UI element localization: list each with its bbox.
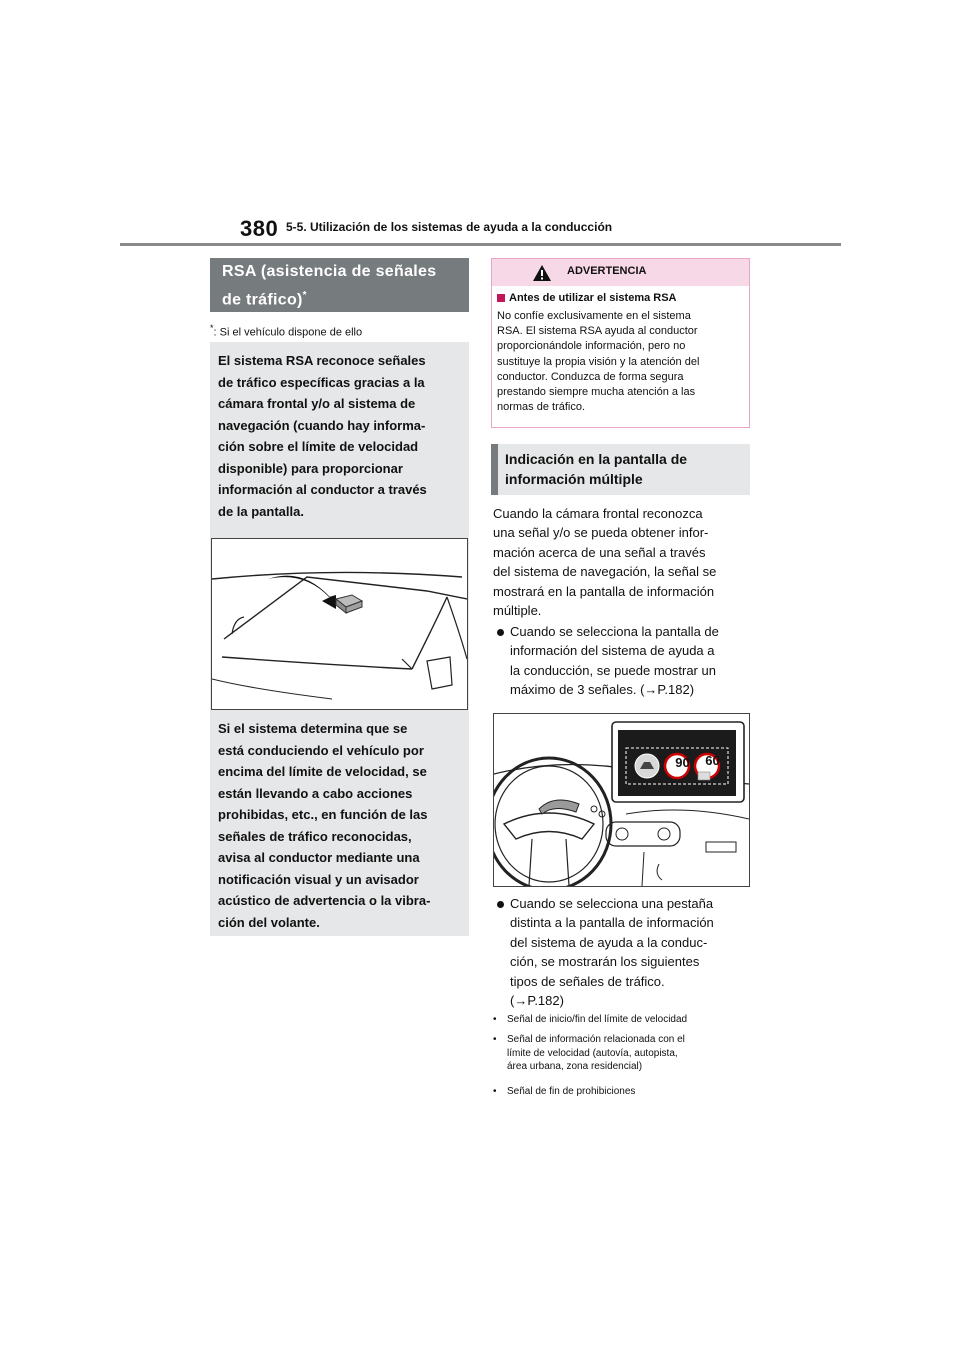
rsa-title-line2-text: de tráfico) bbox=[222, 291, 303, 309]
sign-type-line: Señal de inicio/fin del límite de velocidad bbox=[507, 1014, 688, 1025]
paragraph-line: Cuando la cámara frontal reconozca bbox=[493, 506, 703, 521]
bullet-line: tipos de señales de tráfico. bbox=[510, 973, 665, 989]
bullet-line: (→P.182) bbox=[510, 993, 564, 1009]
warning-triangle-icon bbox=[532, 264, 552, 282]
advertencia-line: proporcionándole información, pero no bbox=[497, 340, 686, 353]
warning-line: encima del límite de velocidad, se bbox=[218, 764, 427, 779]
paragraph-line: una señal y/o se pueda obtener infor- bbox=[493, 525, 709, 541]
rsa-title-asterisk: * bbox=[302, 290, 307, 301]
advertencia-line: normas de tráfico. bbox=[497, 401, 586, 414]
bullet-mark: • bbox=[493, 1014, 497, 1025]
rsa-title-line1: RSA (asistencia de señales bbox=[222, 263, 437, 280]
rsa-title-box bbox=[210, 258, 469, 312]
intro-line: navegación (cuando hay informa- bbox=[218, 417, 426, 433]
warning-line: Si el sistema determina que se bbox=[218, 721, 408, 736]
footnote bbox=[210, 323, 362, 339]
page-number: 380 bbox=[240, 216, 279, 241]
paragraph-line: múltiple. bbox=[493, 603, 542, 619]
bullet-item bbox=[510, 894, 752, 1010]
bullet-line: distinta a la pantalla de información bbox=[510, 915, 714, 931]
warning-line: avisa al conductor mediante una bbox=[218, 850, 420, 865]
warning-line: está conduciendo el vehículo por bbox=[218, 742, 424, 758]
header-rule bbox=[120, 243, 841, 246]
windshield-drawing bbox=[212, 539, 467, 709]
bullet-line: Cuando se selecciona la pantalla de bbox=[510, 624, 719, 639]
sign-type-line: área urbana, zona residencial) bbox=[507, 1061, 643, 1072]
sign-type-line: Señal de fin de prohibiciones bbox=[507, 1086, 636, 1097]
speed-limit-90: 90 bbox=[675, 755, 690, 770]
bullet-line: del sistema de ayuda a la conduc- bbox=[510, 934, 708, 950]
intro-line: información al conductor a través bbox=[218, 482, 427, 497]
footnote-text: : Si el vehículo dispone de ello bbox=[213, 326, 363, 339]
sign-type-line: Señal de información relacionada con el bbox=[507, 1034, 685, 1045]
advertencia-subheading: Antes de utilizar el sistema RSA bbox=[509, 292, 677, 304]
warning-line: están llevando a cabo acciones bbox=[218, 785, 413, 801]
advertencia-line: conductor. Conduzca de forma segura bbox=[497, 370, 684, 383]
bullet-line: máximo de 3 señales. (→P.182) bbox=[510, 682, 695, 698]
warning-line: ción del volante. bbox=[218, 914, 320, 930]
indication-heading-line: información múltiple bbox=[505, 471, 643, 487]
advertencia-line: No confíe exclusivamente en el sistema bbox=[497, 310, 691, 322]
bullet-line: Cuando se selecciona una pestaña bbox=[510, 896, 714, 911]
indication-heading-line: Indicación en la pantalla de bbox=[505, 451, 688, 467]
bullet-line: la conducción, se puede mostrar un bbox=[510, 662, 716, 678]
bullet-line: información del sistema de ayuda a bbox=[510, 643, 715, 659]
intro-line: cámara frontal y/o al sistema de bbox=[218, 396, 416, 411]
warning-line: notificación visual y un avisador bbox=[218, 871, 419, 887]
paragraph-line: del sistema de navegación, la señal se bbox=[493, 564, 717, 580]
bullet-mark: • bbox=[493, 1086, 497, 1097]
paragraph-line: mación acerca de una señal a través bbox=[493, 544, 706, 560]
sign-type-item bbox=[493, 1085, 750, 1099]
section-title: 5-5. Utilización de los sistemas de ayuda a la conducción bbox=[286, 220, 613, 234]
intro-line: de tráfico específicas gracias a la bbox=[218, 374, 425, 390]
bullet-icon bbox=[497, 901, 504, 908]
advertencia-line: RSA. El sistema RSA ayuda al conductor bbox=[497, 325, 698, 338]
intro-text bbox=[218, 350, 466, 522]
advertencia-label: ADVERTENCIA bbox=[567, 265, 647, 277]
intro-line: ción sobre el límite de velocidad bbox=[218, 439, 419, 454]
advertencia-line: sustituye la propia visión y la atención del bbox=[497, 355, 700, 368]
footnote-mark: * bbox=[210, 323, 214, 333]
speed-limit-60: 60 bbox=[705, 753, 720, 768]
intro-line: de la pantalla. bbox=[218, 503, 304, 519]
windshield-camera-illustration bbox=[211, 538, 468, 710]
advertencia-body bbox=[497, 309, 742, 415]
indication-heading-bar bbox=[491, 444, 498, 495]
advertencia-line: prestando siempre mucha atención a las bbox=[497, 386, 696, 399]
warning-line: prohibidas, etc., en función de las bbox=[218, 807, 428, 822]
sign-type-item bbox=[493, 1033, 750, 1074]
bullet-line: ción, se mostrarán los siguientes bbox=[510, 954, 700, 970]
intro-line: disponible) para proporcionar bbox=[218, 460, 403, 476]
indication-paragraph bbox=[493, 504, 753, 620]
paragraph-line: mostrará en la pantalla de información bbox=[493, 583, 715, 599]
rsa-title-line2 bbox=[222, 284, 469, 312]
intro-line: El sistema RSA reconoce señales bbox=[218, 353, 426, 368]
bullet-mark: • bbox=[493, 1034, 497, 1045]
warning-text bbox=[218, 718, 466, 933]
sign-type-item bbox=[493, 1013, 750, 1027]
square-bullet-icon bbox=[497, 294, 505, 302]
warning-line: acústico de advertencia o la vibra- bbox=[218, 893, 431, 908]
bullet-item bbox=[510, 622, 752, 700]
bullet-icon bbox=[497, 629, 504, 636]
sign-type-line: límite de velocidad (autovía, autopista, bbox=[507, 1047, 678, 1059]
dashboard-drawing bbox=[494, 714, 749, 886]
indication-heading bbox=[505, 449, 745, 489]
dashboard-display-illustration bbox=[493, 713, 750, 887]
warning-line: señales de tráfico reconocidas, bbox=[218, 828, 412, 844]
